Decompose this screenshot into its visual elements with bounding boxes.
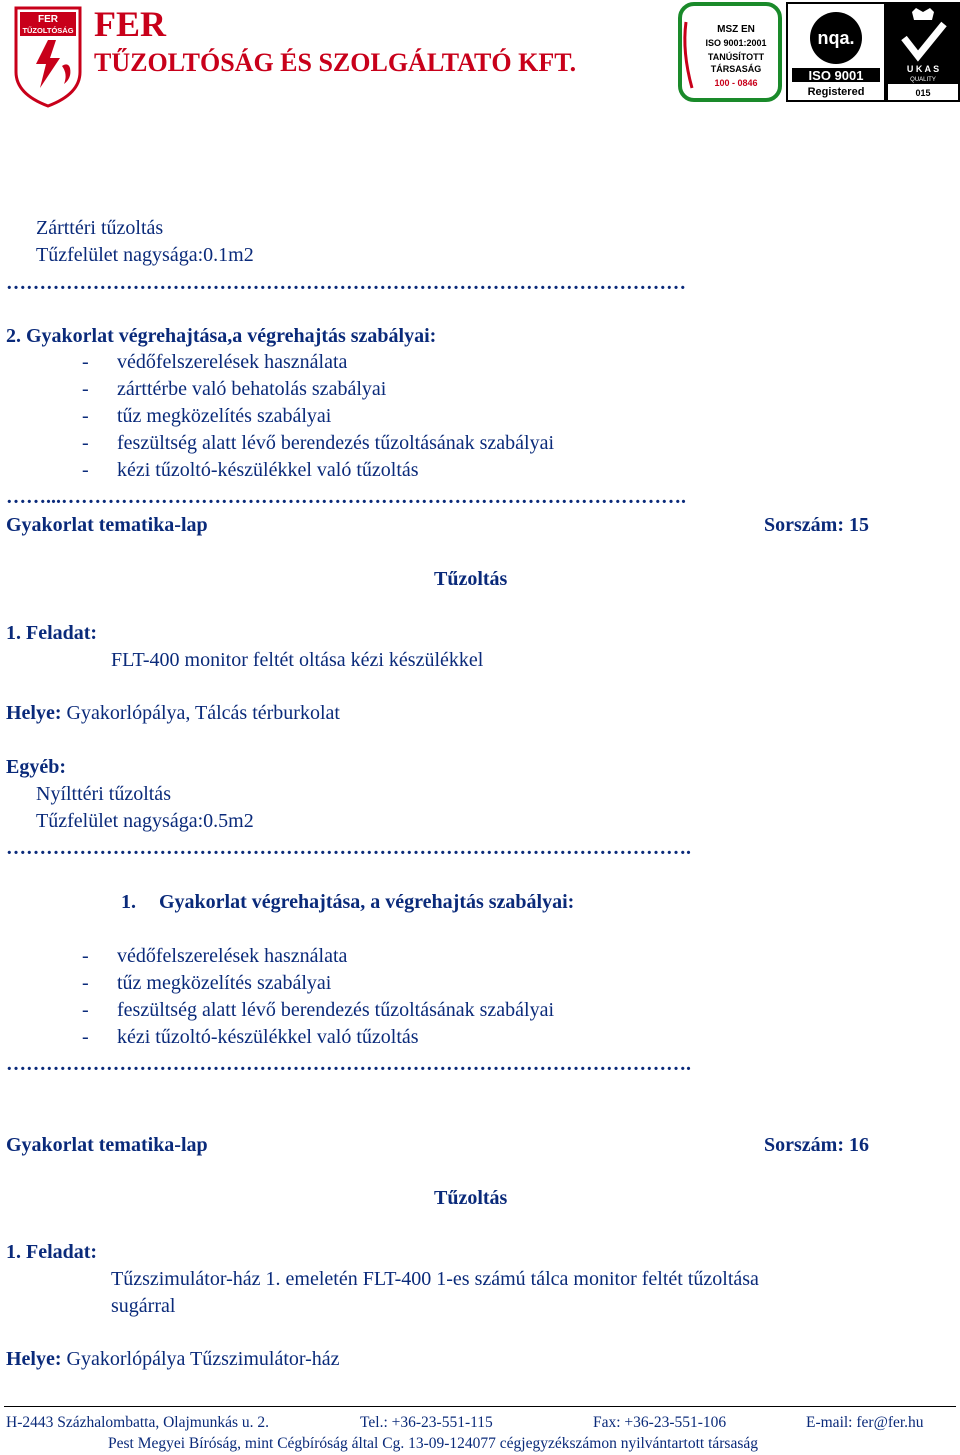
list-dash: - [82, 1026, 89, 1048]
list-dash: - [82, 378, 89, 400]
list-item: zárttérbe való behatolás szabályai [117, 378, 387, 400]
other-label: Egyéb: [6, 756, 66, 778]
fire-brigade-shield-logo [14, 2, 82, 108]
svg-text:TANÚSÍTOTT: TANÚSÍTOTT [707, 52, 765, 62]
ukas-quality-management-badge [886, 2, 960, 102]
task-label: 1. Feladat: [6, 1241, 98, 1263]
nqa-icon [788, 4, 884, 100]
place-line [6, 1347, 340, 1371]
place-label: Helye: [6, 1348, 62, 1370]
ukas-crown-tick-icon [888, 4, 958, 100]
sheet-title: Gyakorlat tematika-lap [6, 1134, 208, 1156]
sheet-serial-number: Sorszám: 16 [764, 1134, 869, 1156]
list-dash: - [82, 432, 89, 454]
fire-area-line: Tűzfelület nagysága:0.1m2 [36, 244, 254, 266]
dotted-separator: ………………………………………………………………………………………… [6, 272, 686, 294]
place-line [6, 701, 340, 725]
svg-text:U K A S: U K A S [906, 64, 940, 74]
sheet-subject: Tűzoltás [434, 1187, 508, 1209]
list-item: feszültség alatt lévő berendezés tűzoltásának szabályai [117, 999, 555, 1021]
sheet-title: Gyakorlat tematika-lap [6, 514, 208, 536]
svg-text:ISO 9001:2001: ISO 9001:2001 [705, 38, 767, 48]
footer-fax: Fax: +36-23-551-106 [593, 1414, 727, 1431]
list-dash: - [82, 405, 89, 427]
list-item: kézi tűzoltó-készülékkel való tűzoltás [117, 459, 419, 481]
fire-area-line: Tűzfelület nagysága:0.5m2 [36, 810, 254, 832]
task-description: Tűzszimulátor-ház 1. emeletén FLT-400 1-es számú tálca monitor feltét tűzoltása [111, 1268, 759, 1290]
list-item: tűz megközelítés szabályai [117, 972, 332, 994]
msz-en-iso-cert-badge [678, 2, 782, 102]
svg-text:100 - 0846: 100 - 0846 [714, 78, 758, 88]
company-short-name: FER [94, 4, 166, 44]
svg-text:Registered: Registered [807, 86, 865, 98]
list-item: tűz megközelítés szabályai [117, 405, 332, 427]
svg-text:FER: FER [38, 14, 58, 25]
task-description-continued: sugárral [111, 1295, 176, 1317]
company-full-name: TŰZOLTÓSÁG ÉS SZOLGÁLTATÓ KFT. [94, 48, 577, 77]
footer-phone: Tel.: +36-23-551-115 [360, 1414, 493, 1431]
svg-text:QUALITY: QUALITY [910, 77, 936, 83]
sheet-serial-number: Sorszám: 15 [764, 514, 869, 536]
execution-rules-heading: Gyakorlat végrehajtása, a végrehajtás szabályai: [159, 891, 575, 913]
list-dash: - [82, 999, 89, 1021]
footer-address: H-2443 Százhalombatta, Olajmunkás u. 2. [6, 1414, 270, 1431]
list-dash: - [82, 945, 89, 967]
list-item: kézi tűzoltó-készülékkel való tűzoltás [117, 1026, 419, 1048]
heading-number: 1. [121, 891, 136, 913]
sheet-subject: Tűzoltás [434, 568, 508, 590]
footer-email[interactable]: E-mail: fer@fer.hu [806, 1414, 924, 1431]
dotted-separator: …………………………………………………………………………………………. [6, 1053, 691, 1075]
fire-type-line: Nyílttéri tűzoltás [36, 783, 171, 805]
task-description: FLT-400 monitor feltét oltása kézi készülékkel [111, 649, 484, 671]
svg-text:015: 015 [915, 88, 931, 98]
list-dash: - [82, 351, 89, 373]
list-dash: - [82, 459, 89, 481]
fire-type-line: Zárttéri tűzoltás [36, 217, 164, 239]
place-value: Gyakorlópálya Tűzszimulátor-ház [66, 1348, 340, 1370]
nqa-iso-9001-badge [786, 2, 886, 102]
list-item: védőfelszerelések használata [117, 351, 348, 373]
list-item: feszültség alatt lévő berendezés tűzoltásának szabályai [117, 432, 555, 454]
svg-text:TÁRSASÁG: TÁRSASÁG [710, 64, 762, 74]
place-value: Gyakorlópálya, Tálcás térburkolat [66, 702, 340, 724]
svg-text:MSZ EN: MSZ EN [717, 24, 755, 35]
svg-text:TŰZOLTÓSÁG: TŰZOLTÓSÁG [22, 26, 74, 35]
svg-text:nqa.: nqa. [817, 28, 855, 48]
task-label: 1. Feladat: [6, 622, 98, 644]
footer-company-registry: Pest Megyei Bíróság, mint Cégbíróság által Cg. 13-09-124077 cégjegyzékszámon nyilvántartott társaság [108, 1435, 758, 1452]
footer-divider [4, 1406, 956, 1407]
execution-rules-heading: 2. Gyakorlat végrehajtása,a végrehajtás szabályai: [6, 325, 437, 347]
dotted-separator: …………………………………………………………………………………………. [6, 837, 691, 859]
place-label: Helye: [6, 702, 62, 724]
list-item: védőfelszerelések használata [117, 945, 348, 967]
svg-text:ISO 9001: ISO 9001 [808, 68, 864, 83]
dotted-separator: ……...…………………………………………………………………………………. [6, 486, 686, 508]
list-dash: - [82, 972, 89, 994]
